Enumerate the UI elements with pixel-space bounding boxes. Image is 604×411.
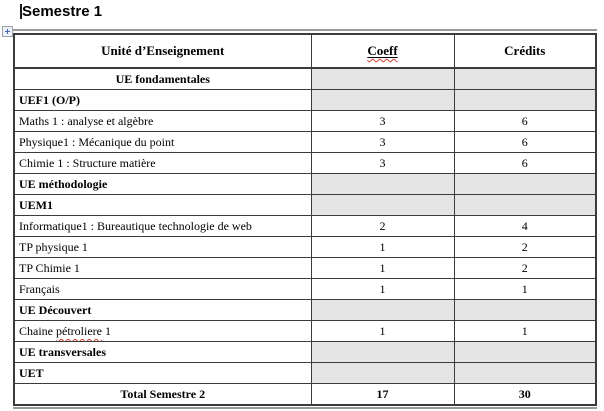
table-row xyxy=(14,363,596,384)
credits-cell[interactable]: 30 xyxy=(454,384,596,406)
ue-cell[interactable]: UE méthodologie xyxy=(14,174,311,195)
ue-cell[interactable]: UEF1 (O/P) xyxy=(14,90,311,111)
table-row xyxy=(14,384,596,406)
misspelled-word: pétroliere xyxy=(56,324,102,338)
header-row xyxy=(14,34,596,68)
semester-table xyxy=(13,29,597,409)
table-move-handle-icon[interactable] xyxy=(2,26,13,37)
coeff-cell[interactable] xyxy=(311,300,454,321)
ue-cell[interactable]: Français xyxy=(14,279,311,300)
credits-cell[interactable]: 2 xyxy=(454,237,596,258)
table-row xyxy=(14,153,596,174)
plus-icon xyxy=(7,29,8,34)
table-row xyxy=(14,90,596,111)
credits-cell[interactable]: 6 xyxy=(454,153,596,174)
coeff-cell[interactable]: 1 xyxy=(311,279,454,300)
table-row xyxy=(14,342,596,363)
ue-cell[interactable]: Physique1 : Mécanique du point xyxy=(14,132,311,153)
ue-cell-text: Chaine xyxy=(19,324,56,338)
table-row xyxy=(14,321,596,342)
column-header-ue[interactable] xyxy=(14,34,311,68)
coeff-cell[interactable]: 2 xyxy=(311,216,454,237)
credits-cell[interactable] xyxy=(454,195,596,216)
coeff-cell[interactable]: 3 xyxy=(311,111,454,132)
table-row xyxy=(14,174,596,195)
table-row xyxy=(14,68,596,90)
column-header-coeff[interactable] xyxy=(311,34,454,68)
ue-cell[interactable]: Total Semestre 2 xyxy=(14,384,311,406)
credits-cell[interactable]: 1 xyxy=(454,321,596,342)
credits-cell[interactable] xyxy=(454,174,596,195)
table-row xyxy=(14,300,596,321)
credits-cell[interactable]: 6 xyxy=(454,132,596,153)
credits-cell[interactable]: 4 xyxy=(454,216,596,237)
table-row xyxy=(14,258,596,279)
table-row xyxy=(14,195,596,216)
table-row xyxy=(14,279,596,300)
ue-cell[interactable]: Informatique1 : Bureautique technologie de web xyxy=(14,216,311,237)
ue-cell[interactable]: UE transversales xyxy=(14,342,311,363)
ue-cell[interactable]: TP Chimie 1 xyxy=(14,258,311,279)
ue-cell[interactable]: UET xyxy=(14,363,311,384)
table-row xyxy=(14,237,596,258)
coeff-cell[interactable] xyxy=(311,342,454,363)
credits-cell[interactable] xyxy=(454,363,596,384)
credits-cell[interactable]: 6 xyxy=(454,111,596,132)
column-header-credits[interactable] xyxy=(454,34,596,68)
column-header-credits-label: Crédits xyxy=(504,43,546,58)
ue-cell[interactable]: UEM1 xyxy=(14,195,311,216)
credits-cell[interactable]: 2 xyxy=(454,258,596,279)
table-row xyxy=(14,132,596,153)
page-title[interactable]: Semestre 1 xyxy=(22,3,103,20)
credits-cell[interactable]: 1 xyxy=(454,279,596,300)
coeff-cell[interactable]: 3 xyxy=(311,153,454,174)
ue-cell[interactable]: Maths 1 : analyse et algèbre xyxy=(14,111,311,132)
coeff-cell[interactable] xyxy=(311,363,454,384)
ue-cell[interactable] xyxy=(14,321,311,342)
coeff-cell[interactable]: 1 xyxy=(311,237,454,258)
coeff-cell[interactable] xyxy=(311,90,454,111)
credits-cell[interactable] xyxy=(454,342,596,363)
credits-cell[interactable] xyxy=(454,68,596,90)
coeff-cell[interactable]: 17 xyxy=(311,384,454,406)
column-header-ue-label: Unité d’Enseignement xyxy=(101,43,225,58)
coeff-cell[interactable]: 1 xyxy=(311,258,454,279)
table-row xyxy=(14,216,596,237)
ue-cell[interactable]: UE Découvert xyxy=(14,300,311,321)
coeff-cell[interactable] xyxy=(311,195,454,216)
ue-cell[interactable]: Chimie 1 : Structure matière xyxy=(14,153,311,174)
column-header-coeff-label: Coeff xyxy=(367,43,398,58)
ue-cell[interactable]: UE fondamentales xyxy=(14,68,311,90)
table-row xyxy=(14,111,596,132)
coeff-cell[interactable] xyxy=(311,174,454,195)
credits-cell[interactable] xyxy=(454,90,596,111)
coeff-cell[interactable] xyxy=(311,68,454,90)
credits-cell[interactable] xyxy=(454,300,596,321)
ue-cell[interactable]: TP physique 1 xyxy=(14,237,311,258)
coeff-cell[interactable]: 3 xyxy=(311,132,454,153)
ue-cell-text: 1 xyxy=(101,324,111,338)
coeff-cell[interactable]: 1 xyxy=(311,321,454,342)
